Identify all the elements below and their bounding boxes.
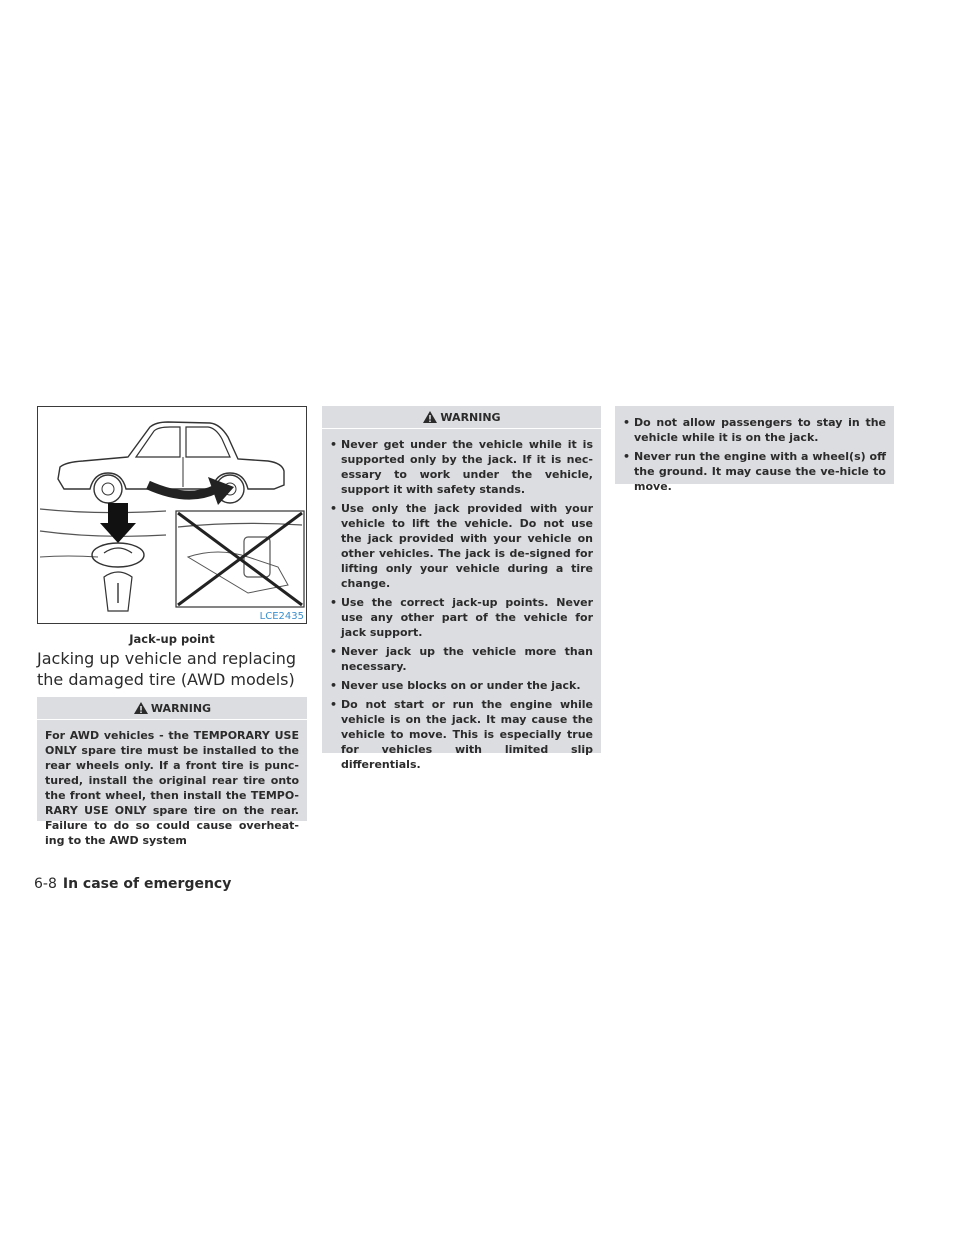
list-item: • Do not allow passengers to stay in the vehicle while it is on the jack. (623, 415, 886, 445)
warning-header (37, 697, 307, 720)
warning-box-awd (37, 697, 307, 847)
figure-code: LCE2435 (259, 611, 304, 622)
page-footer (34, 876, 231, 892)
jack-up-point-illustration (38, 407, 306, 623)
warning-triangle-icon (133, 701, 149, 715)
list-item: • Use only the jack provided with your vehicle to lift the vehicle. Do not use the jack provided with your vehicle on other vehicles. The jack is de-signed for lifting only your vehicle during a tire change. (330, 501, 593, 591)
jack-up-point-figure (37, 406, 307, 624)
warning-title: WARNING (440, 410, 501, 424)
warning-list (623, 415, 886, 494)
warning-title: WARNING (150, 701, 212, 715)
list-item: • Use the correct jack-up points. Never use any other part of the vehicle for jack support. (330, 595, 593, 640)
list-item: • Never jack up the vehicle more than necessary. (330, 644, 593, 674)
chapter-title: In case of emergency (62, 876, 232, 892)
section-heading: Jacking up vehicle and replacing the damaged tire (AWD models) (37, 649, 297, 689)
list-item: • Never get under the vehicle while it is supported only by the jack. If it is nec-essary to work under the vehicle, support it with safety stands. (330, 437, 593, 497)
page-number: 6-8 (34, 876, 57, 892)
warning-header (322, 406, 601, 429)
list-item: • Do not start or run the engine while vehicle is on the jack. It may cause the vehicle to move. This is especially true for vehicles with limited slip differentials. (330, 697, 593, 772)
figure-caption: Jack-up point (129, 632, 215, 646)
warning-triangle-icon (422, 410, 438, 424)
warning-box-jack (322, 406, 601, 771)
warning-text: For AWD vehicles - the TEMPORARY USE ONLY spare tire must be installed to the rear wheels only. If a front tire is punc-tured, install the original rear tire onto the front wheel, then install the TEMPO-RARY USE ONLY spare tire on the rear. Failure to do so could cause overheat-ing to the AWD system (45, 729, 299, 847)
warning-box-continued (615, 406, 894, 493)
list-item: • Never run the engine with a wheel(s) off the ground. It may cause the ve-hicle to move. (623, 449, 886, 494)
warning-list (330, 437, 593, 772)
list-item: • Never use blocks on or under the jack. (330, 678, 593, 693)
